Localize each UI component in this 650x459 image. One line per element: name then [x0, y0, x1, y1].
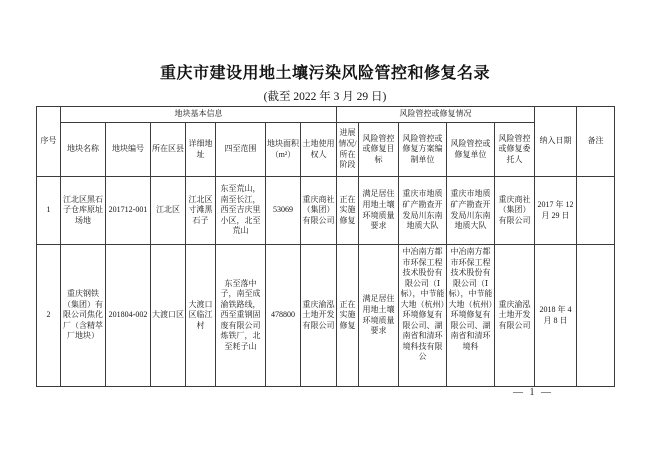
cell-district: 大渡口区 [151, 245, 186, 387]
col-target: 风险管控或修复目标 [359, 123, 399, 177]
group-risk-control: 风险管控或修复情况 [337, 107, 535, 123]
land-registry-table [36, 106, 615, 387]
col-progress: 进展情况/所在阶段 [337, 123, 359, 177]
cell-address: 江北区寸滩黑石子 [186, 177, 216, 245]
col-plot-code: 地块编号 [106, 123, 151, 177]
cell-land-owner: 重庆渝泓土地开发有限公司 [301, 245, 337, 387]
col-address: 详细地址 [186, 123, 216, 177]
cell-area: 478800 [266, 245, 301, 387]
cell-inclusion-date: 2017 年 12 月 29 日 [535, 177, 577, 245]
cell-progress: 正在实施修复 [337, 245, 359, 387]
cell-plan-unit: 中冶南方都市环保工程技术股份有限公司（Ⅰ标），中节能大地（杭州）环境修复有限公司、湖南省和清环境科技有限公 [399, 245, 447, 387]
cell-remark [577, 245, 615, 387]
col-inclusion-date: 纳入日期 [535, 107, 577, 177]
cell-remark [577, 177, 615, 245]
cell-repair-unit: 重庆市地质矿产勘查开发局川东南地质大队 [447, 177, 495, 245]
cell-serial: 1 [37, 177, 61, 245]
cell-plan-unit: 重庆市地质矿产勘查开发局川东南地质大队 [399, 177, 447, 245]
cell-address: 大渡口区临江村 [186, 245, 216, 387]
col-boundary: 四至范围 [216, 123, 266, 177]
cell-plot-name: 重庆钢铁（集团）有限公司焦化厂（含精萃厂地块） [61, 245, 106, 387]
col-serial: 序号 [37, 107, 61, 177]
cell-target: 满足居住用地土壤环境质量要求 [359, 177, 399, 245]
cell-plot-code: 201804-002 [106, 245, 151, 387]
page-subtitle: (截至 2022 年 3 月 29 日) [263, 91, 387, 103]
cell-land-owner: 重庆商社（集团）有限公司 [301, 177, 337, 245]
col-remark: 备注 [577, 107, 615, 177]
cell-target: 满足居住用地土壤环境质量要求 [359, 245, 399, 387]
col-land-owner: 土地使用权人 [301, 123, 337, 177]
table-row [37, 177, 615, 245]
col-plot-name: 地块名称 [61, 123, 106, 177]
cell-plot-name: 江北区黑石子仓库原址场地 [61, 177, 106, 245]
cell-boundary: 东至荒山，南至长江，西至吉庆里小区，北至荒山 [216, 177, 266, 245]
page-number: — 1 — [513, 387, 553, 398]
cell-client: 重庆渝泓土地开发有限公司 [495, 245, 535, 387]
col-district: 所在区县 [151, 123, 186, 177]
col-client: 风险管控或修复委托人 [495, 123, 535, 177]
cell-serial: 2 [37, 245, 61, 387]
cell-area: 53069 [266, 177, 301, 245]
table-row [37, 245, 615, 387]
cell-progress: 正在实施修复 [337, 177, 359, 245]
group-basic-info: 地块基本信息 [61, 107, 337, 123]
cell-client: 重庆商社（集团）有限公司 [495, 177, 535, 245]
header-group-row [37, 107, 615, 123]
cell-boundary: 东至落中子，南至成渝铁路线，西至重钢固废有限公司炼铁厂，北至耗子山 [216, 245, 266, 387]
cell-district: 江北区 [151, 177, 186, 245]
header-columns-row [37, 123, 615, 177]
page-title: 重庆市建设用地土壤污染风险管控和修复名录 [159, 65, 490, 82]
col-plan-unit: 风险管控或修复方案编制单位 [399, 123, 447, 177]
cell-plot-code: 201712-001 [106, 177, 151, 245]
col-repair-unit: 风险管控或修复单位 [447, 123, 495, 177]
cell-repair-unit: 中冶南方都市环保工程技术股份有限公司（Ⅰ标），中节能大地（杭州）环境修复有限公司、湖南省和清环境科 [447, 245, 495, 387]
cell-inclusion-date: 2018 年 4 月 8 日 [535, 245, 577, 387]
col-area: 地块面积（m²） [266, 123, 301, 177]
